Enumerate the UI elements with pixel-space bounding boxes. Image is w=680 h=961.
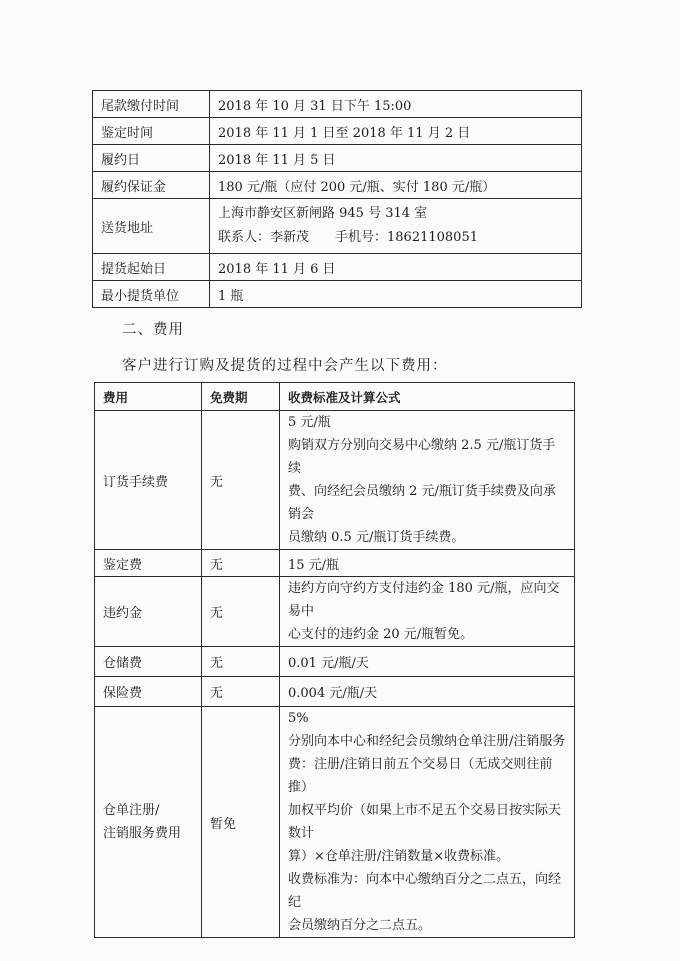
row-value: 2018 年 11 月 6 日 — [210, 254, 582, 281]
fee-standard: 15 元/瓶 — [280, 550, 575, 577]
header-free-period: 免费期 — [202, 383, 280, 411]
fee-standard — [280, 411, 575, 550]
row-label: 最小提货单位 — [93, 281, 210, 308]
contact-text: 联系人：李新茂 — [218, 230, 310, 245]
fee-name: 鉴定费 — [95, 550, 202, 577]
fee-standard: 0.004 元/瓶/天 — [280, 677, 575, 707]
fee-name-line: 注销服务费用 — [103, 826, 182, 841]
intro-paragraph: 客户进行订购及提货的过程中会产生以下费用： — [122, 358, 448, 374]
free-period: 无 — [202, 550, 280, 577]
row-value: 2018 年 10 月 31 日下午 15:00 — [210, 91, 582, 118]
standard-line: 收费标准为：向本中心缴纳百分之二点五，向经纪 — [288, 872, 562, 910]
standard-line: 费：注册/注销日前五个交易日（无成交则往前推） — [288, 757, 553, 795]
row-value: 2018 年 11 月 5 日 — [210, 145, 582, 172]
fee-name-line: 仓单注册/ — [103, 803, 160, 818]
row-value: 180 元/瓶（应付 200 元/瓶、实付 180 元/瓶） — [210, 172, 582, 199]
standard-line: 员缴纳 0.5 元/瓶订货手续费。 — [288, 530, 465, 545]
fee-name — [95, 707, 202, 938]
table-row — [95, 411, 575, 550]
table-row — [93, 199, 582, 254]
address-text: 上海市静安区新闸路 945 号 314 室 — [218, 206, 428, 221]
row-label: 履约保证金 — [93, 172, 210, 199]
free-period: 无 — [202, 677, 280, 707]
contact-line — [218, 226, 581, 250]
section-title: 二、费用 — [122, 322, 184, 338]
standard-line: 5 元/瓶 — [288, 415, 331, 430]
fee-name: 违约金 — [95, 577, 202, 647]
fee-standard: 0.01 元/瓶/天 — [280, 647, 575, 677]
fee-name: 仓储费 — [95, 647, 202, 677]
row-label: 履约日 — [93, 145, 210, 172]
table-row — [95, 677, 575, 707]
row-label: 尾款缴付时间 — [93, 91, 210, 118]
free-period: 无 — [202, 411, 280, 550]
delivery-info-table — [92, 90, 582, 308]
table-row — [93, 145, 582, 172]
table-row — [95, 647, 575, 677]
standard-line: 费、向经纪会员缴纳 2 元/瓶订货手续费及向承销会 — [288, 484, 556, 522]
phone-text: 手机号：18621108051 — [335, 230, 478, 245]
row-value: 1 瓶 — [210, 281, 582, 308]
standard-line: 违约方向守约方支付违约金 180 元/瓶，应向交易中 — [288, 581, 560, 619]
standard-line: 心支付的违约金 20 元/瓶暂免。 — [288, 627, 474, 642]
table-row — [93, 254, 582, 281]
table-row — [93, 172, 582, 199]
table-row — [93, 281, 582, 308]
fee-table — [94, 382, 575, 938]
fee-name: 订货手续费 — [95, 411, 202, 550]
fee-standard — [280, 707, 575, 938]
row-label: 提货起始日 — [93, 254, 210, 281]
table-row — [95, 550, 575, 577]
row-label: 鉴定时间 — [93, 118, 210, 145]
table-row — [93, 118, 582, 145]
table-row — [93, 91, 582, 118]
standard-line: 分别向本中心和经纪会员缴纳仓单注册/注销服务 — [288, 734, 566, 749]
free-period: 暂免 — [202, 707, 280, 938]
free-period: 无 — [202, 647, 280, 677]
table-row — [95, 707, 575, 938]
standard-line: 会员缴纳百分之二点五。 — [288, 918, 432, 933]
standard-line: 购销双方分别向交易中心缴纳 2.5 元/瓶订货手续 — [288, 438, 556, 476]
standard-line: 加权平均价（如果上市不足五个交易日按实际天数计 — [288, 803, 562, 841]
header-standard: 收费标准及计算公式 — [280, 383, 575, 411]
standard-line: 5% — [288, 711, 309, 726]
table-header-row — [95, 383, 575, 411]
free-period: 无 — [202, 577, 280, 647]
row-label: 送货地址 — [93, 199, 210, 254]
fee-name: 保险费 — [95, 677, 202, 707]
standard-line: 算）×仓单注册/注销数量×收费标准。 — [288, 849, 510, 864]
row-value: 2018 年 11 月 1 日至 2018 年 11 月 2 日 — [210, 118, 582, 145]
table-row — [95, 577, 575, 647]
row-value — [210, 199, 582, 254]
header-fee: 费用 — [95, 383, 202, 411]
fee-standard — [280, 577, 575, 647]
